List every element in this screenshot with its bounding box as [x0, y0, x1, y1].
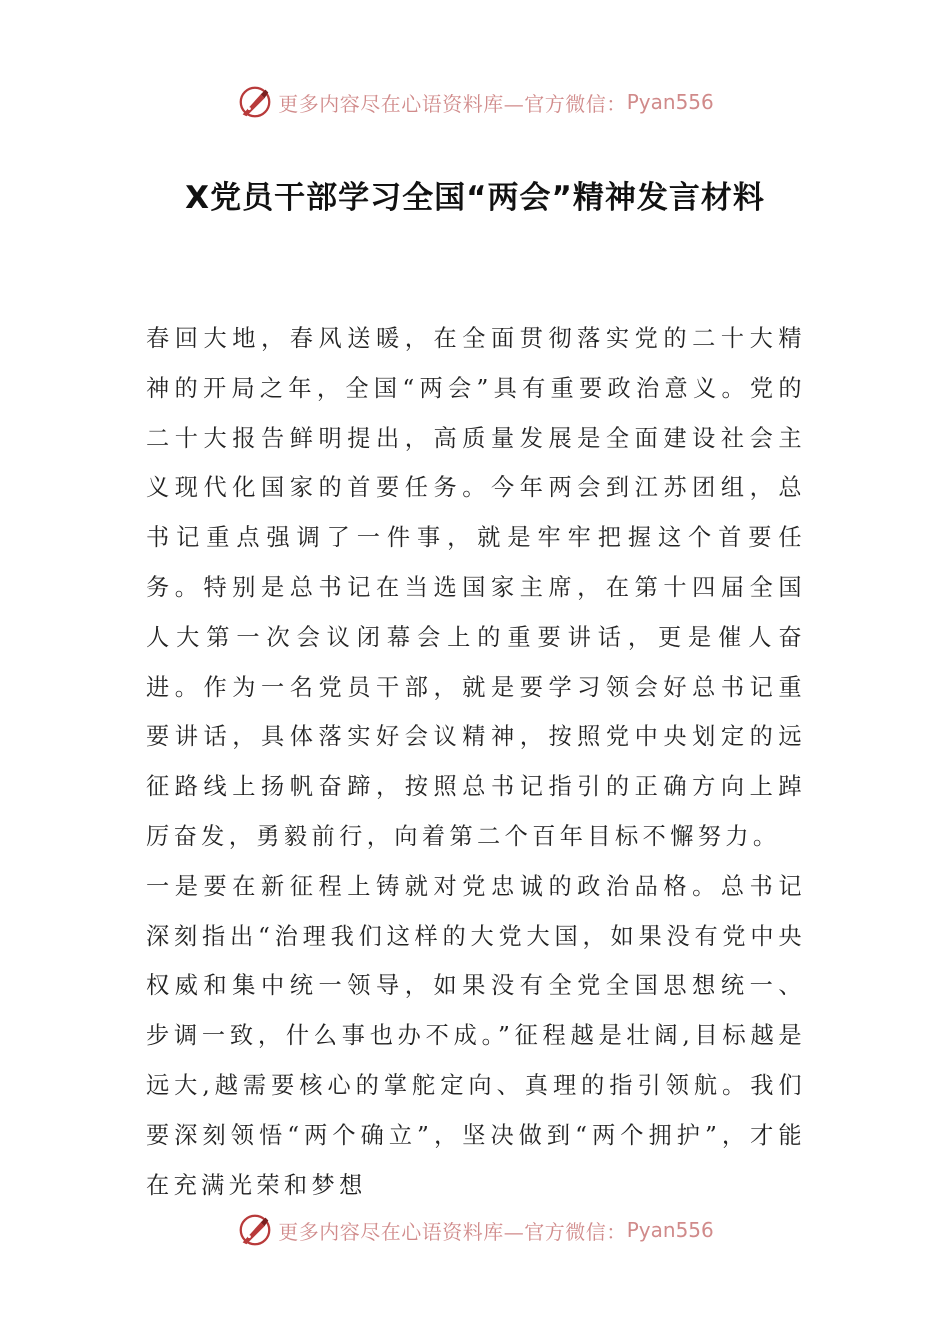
- header-watermark-banner: [0, 82, 950, 122]
- paragraph-point-one: 一是要在新征程上铸就对党忠诚的政治品格。总书记深刻指出“治理我们这样的大党大国，如果没有党中央权威和集中统一领导，如果没有全党全国思想统一、步调一致，什么事也办不成。”征程越是壮阔,目标越是远大,越需要核心的掌舵定向、真理的指引领航。我们要深刻领悟“两个确立”，坚决做到“两个拥护”，才能在充满光荣和梦想: [146, 872, 806, 1199]
- watermark-text: 更多内容尽在心语资料库—官方微信：: [278, 1219, 627, 1244]
- watermark-text: 更多内容尽在心语资料库—官方微信：: [278, 91, 627, 116]
- document-body: [146, 314, 806, 1210]
- wechat-id: Pyan556: [626, 90, 714, 114]
- wechat-id: Pyan556: [626, 1218, 714, 1242]
- pen-nib-logo-icon: [236, 1211, 274, 1249]
- document-title: X党员干部学习全国“两会”精神发言材料: [185, 180, 765, 216]
- paragraph-intro: 春回大地，春风送暖，在全面贯彻落实党的二十大精神的开局之年，全国“两会”具有重要政治意义。党的二十大报告鲜明提出，高质量发展是全面建设社会主义现代化国家的首要任务。今年两会到江苏团组，总书记重点强调了一件事，就是牢牢把握这个首要任务。特别是总书记在当选国家主席，在第十四届全国人大第一次会议闭幕会上的重要讲话，更是催人奋进。作为一名党员干部，就是要学习领会好总书记重要讲话，具体落实好会议精神，按照党中央划定的远征路线上扬帆奋蹄，按照总书记指引的正确方向上踔厉奋发，勇毅前行，向着第二个百年目标不懈努力。: [146, 325, 806, 850]
- pen-nib-logo-icon: [236, 83, 274, 121]
- footer-watermark-banner: [0, 1210, 950, 1250]
